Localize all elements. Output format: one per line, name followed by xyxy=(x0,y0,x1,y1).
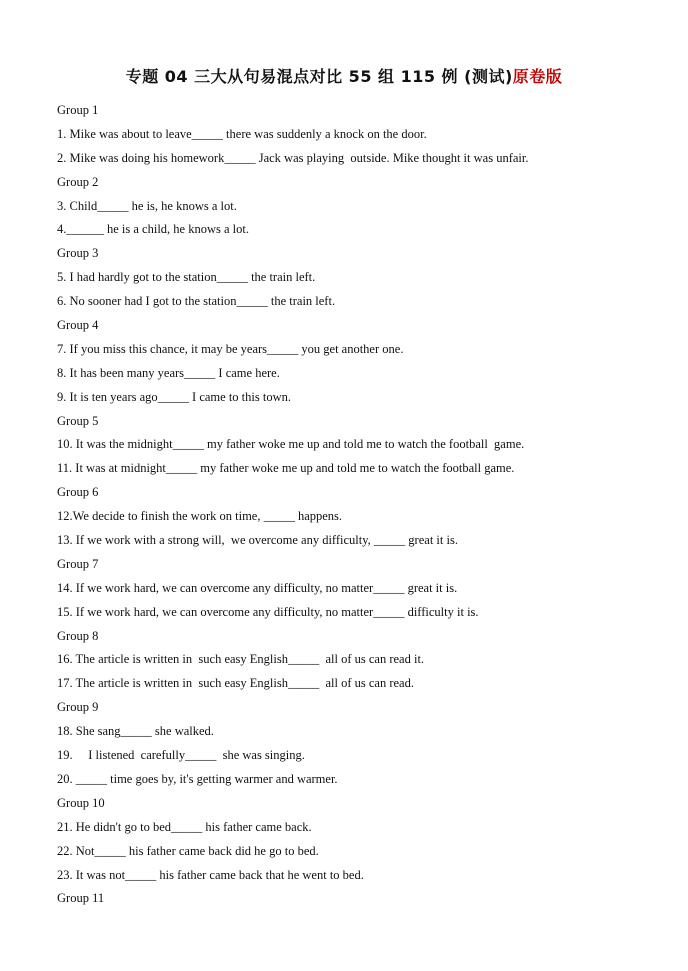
question-line: 21. He didn't go to bed_____ his father came back. xyxy=(57,819,312,834)
question-line: 9. It is ten years ago_____ I came to this town. xyxy=(57,389,291,404)
question-line: 23. It was not_____ his father came back that he went to bed. xyxy=(57,867,364,882)
group-heading: Group 4 xyxy=(57,318,99,333)
question-line: 14. If we work hard, we can overcome any difficulty, no matter_____ great it is. xyxy=(57,580,458,595)
group-heading: Group 5 xyxy=(57,413,99,428)
group-heading: Group 2 xyxy=(57,174,99,189)
group-heading: Group 10 xyxy=(57,795,105,810)
group-heading: Group 7 xyxy=(57,556,99,571)
question-line: 8. It has been many years_____ I came here. xyxy=(57,365,280,380)
exercise-list xyxy=(57,99,657,911)
question-line: 5. I had hardly got to the station_____ the train left. xyxy=(57,270,316,285)
question-line: 6. No sooner had I got to the station_____ the train left. xyxy=(57,294,336,309)
question-line: 7. If you miss this chance, it may be years_____ you get another one. xyxy=(57,341,404,356)
question-line: 1. Mike was about to leave_____ there was suddenly a knock on the door. xyxy=(57,126,427,141)
title-tag: 原卷版 xyxy=(512,67,563,86)
title-main: 专题 04 三大从句易混点对比 55 组 115 例 (测试) xyxy=(125,67,513,86)
question-line: 22. Not_____ his father came back did he go to bed. xyxy=(57,843,319,858)
question-line: 16. The article is written in such easy English_____ all of us can read it. xyxy=(57,652,425,667)
question-line: 4.______ he is a child, he knows a lot. xyxy=(57,222,249,237)
question-line: 3. Child_____ he is, he knows a lot. xyxy=(57,198,237,213)
question-line: 2. Mike was doing his homework_____ Jack was playing outside. Mike thought it was unfair. xyxy=(57,150,529,165)
group-heading: Group 9 xyxy=(57,700,99,715)
group-heading: Group 1 xyxy=(57,103,99,117)
group-heading: Group 3 xyxy=(57,246,99,261)
group-heading: Group 11 xyxy=(57,891,105,906)
question-line: 19. I listened carefully_____ she was singing. xyxy=(57,748,305,763)
question-line: 20. _____ time goes by, it's getting warmer and warmer. xyxy=(57,771,338,786)
question-line: 13. If we work with a strong will, we overcome any difficulty, _____ great it is. xyxy=(57,533,458,548)
question-line: 17. The article is written in such easy English_____ all of us can read. xyxy=(57,676,414,691)
group-heading: Group 8 xyxy=(57,628,99,643)
question-line: 15. If we work hard, we can overcome any difficulty, no matter_____ difficulty it is. xyxy=(57,604,479,619)
group-heading: Group 6 xyxy=(57,485,99,500)
question-line: 10. It was the midnight_____ my father woke me up and told me to watch the football game. xyxy=(57,437,525,452)
question-line: 12.We decide to finish the work on time, _____ happens. xyxy=(57,509,343,524)
page-title xyxy=(0,64,688,87)
question-line: 11. It was at midnight_____ my father woke me up and told me to watch the football game. xyxy=(57,461,515,476)
question-line: 18. She sang_____ she walked. xyxy=(57,724,214,739)
